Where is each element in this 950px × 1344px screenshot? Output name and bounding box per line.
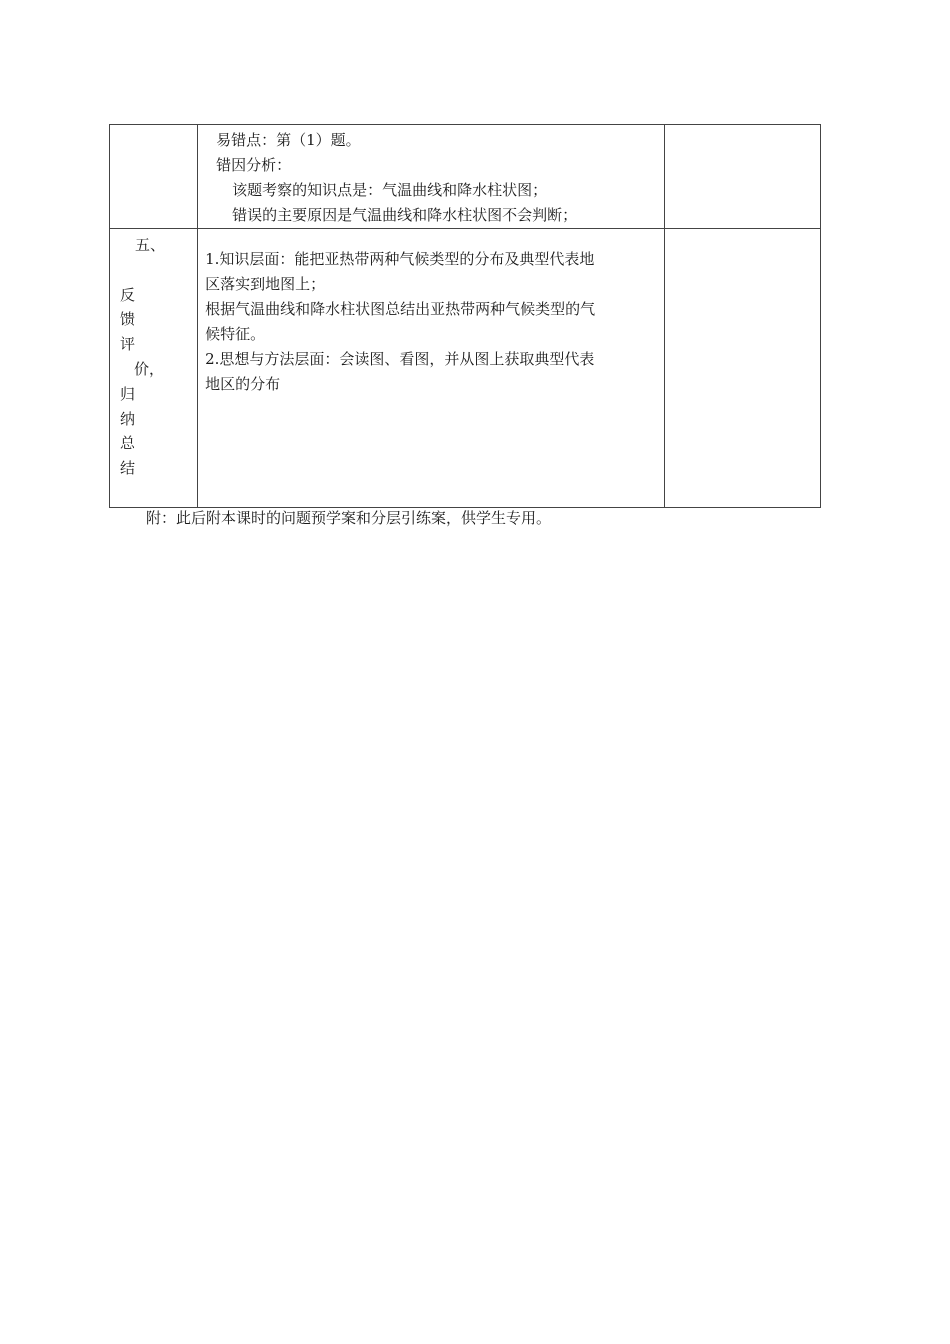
climate-feature-line-cont: 候特征。: [205, 325, 266, 343]
knowledge-level-line: 1.知识层面：能把亚热带两种气候类型的分布及典型代表地: [205, 250, 595, 268]
section-label-cell: [110, 229, 198, 508]
error-cause-heading: 错因分析：: [216, 156, 292, 174]
knowledge-level-line-cont: 区落实到地图上；: [205, 275, 326, 293]
section-label-char: 反: [120, 286, 136, 304]
section-label-char: 评: [120, 335, 136, 353]
section-number: 五、: [135, 236, 166, 254]
section-label-char: 纳: [120, 410, 136, 428]
section-label-char: 馈: [120, 310, 136, 328]
appendix-note: 附：此后附本课时的问题预学案和分层引练案，供学生专用。: [146, 509, 552, 527]
method-level-line-cont: 地区的分布: [205, 375, 281, 393]
section-label-char: 结: [120, 459, 136, 477]
error-point-line: 易错点：第（1）题。: [216, 131, 361, 149]
method-level-line: 2.思想与方法层面：会读图、看图，并从图上获取典型代表: [205, 350, 595, 368]
row2-notes-cell: [664, 229, 820, 508]
row1-notes-cell: [664, 125, 820, 229]
summary-content-cell: [198, 229, 665, 508]
row1-content-cell: [198, 125, 665, 229]
row1-label-cell: [110, 125, 198, 229]
lesson-table: [109, 124, 821, 508]
section-label-char: 价，: [134, 360, 165, 378]
knowledge-point-line: 该题考察的知识点是：气温曲线和降水柱状图；: [232, 181, 548, 199]
error-analysis-row: [110, 125, 821, 229]
main-reason-line: 错误的主要原因是气温曲线和降水柱状图不会判断；: [232, 206, 578, 224]
section-label-char: 归: [120, 385, 136, 403]
climate-feature-line: 根据气温曲线和降水柱状图总结出亚热带两种气候类型的气: [205, 300, 596, 318]
feedback-summary-row: [110, 229, 821, 508]
section-label-char: 总: [120, 434, 136, 452]
